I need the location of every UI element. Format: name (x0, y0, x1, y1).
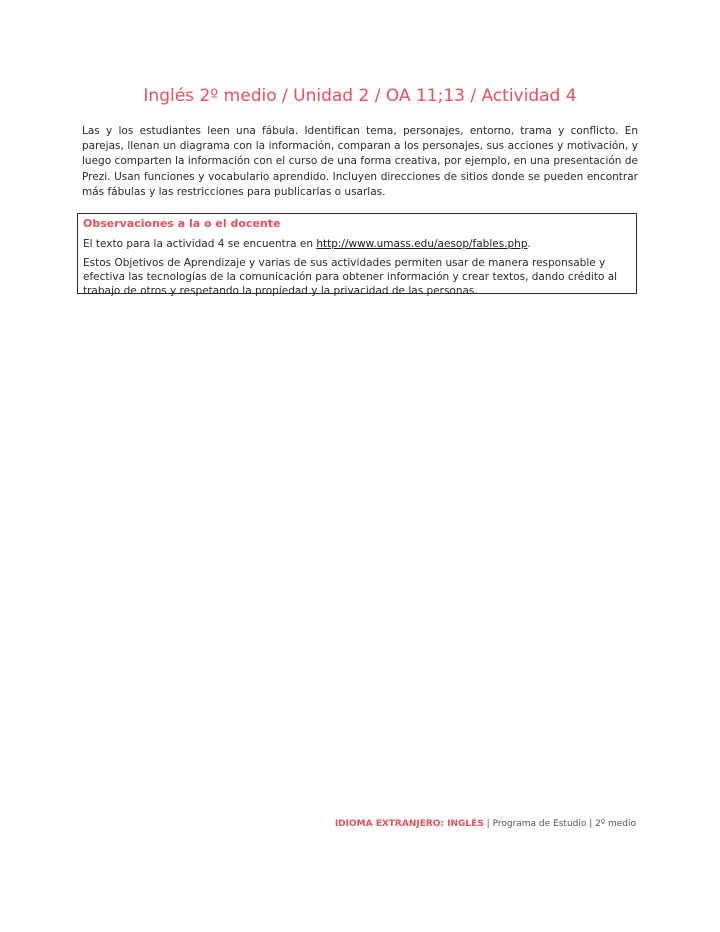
page-title: Inglés 2º medio / Unidad 2 / OA 11;13 / Actividad 4 (143, 86, 577, 106)
footer-subject: IDIOMA EXTRANJERO: INGLÉS (334, 819, 484, 829)
teacher-observations-box (77, 213, 637, 297)
activity-description: Las y los estudiantes leen una fábula. Identifican tema, personajes, entorno, trama y conflicto. En parejas, llenan un diagrama con la información, comparan a los personajes, sus acciones y motivación, y luego comparten la información con el curso de una forma creativa, por ejemplo, en una presentación de Prezi. Usan funciones y vocabulario aprendido. Incluyen direcciones de sitios donde se pueden encontrar más fábulas y las restricciones para publicarlas o usarlas. (82, 125, 638, 198)
footer-separator: | (483, 819, 493, 829)
link-prefix: El texto para la actividad 4 se encuentra en (83, 238, 317, 250)
observations-link-line (83, 237, 631, 251)
observations-heading: Observaciones a la o el docente (83, 217, 281, 230)
footer-separator: | (586, 819, 596, 829)
link-suffix: . (527, 238, 531, 250)
observations-paragraph: Estos Objetivos de Aprendizaje y varias de sus actividades permiten usar de manera responsable y efectiva las tecnologías de la comunicación para obtener información y crear textos, dando crédito al trabajo de otros y respetando la propiedad y la privacidad de las personas. (83, 257, 618, 297)
aesop-fables-link[interactable]: http://www.umass.edu/aesop/fables.php (316, 238, 528, 250)
footer-grade: 2º medio (595, 819, 636, 829)
page-footer (335, 819, 636, 829)
footer-program: Programa de Estudio (492, 819, 587, 829)
